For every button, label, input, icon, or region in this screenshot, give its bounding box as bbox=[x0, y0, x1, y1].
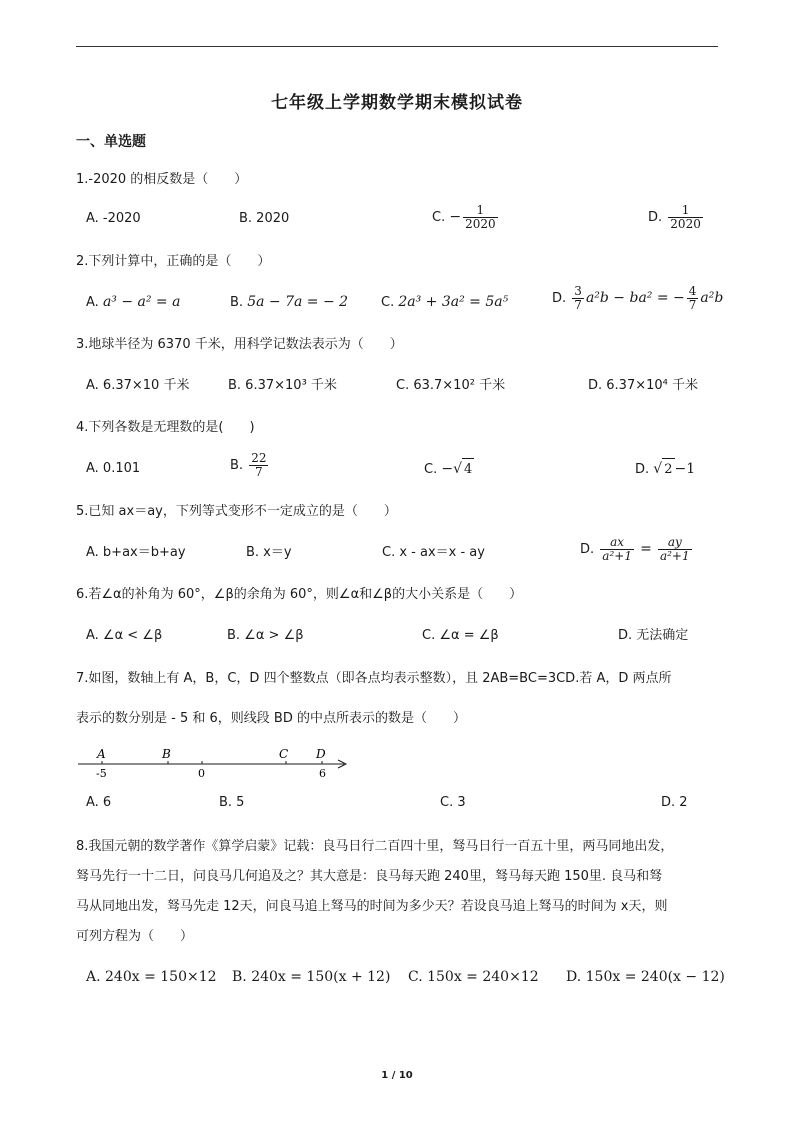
question-8-line-3: 马从同地出发，驽马先走 12天，问良马追上驽马的时间为多少天？若设良马追上驽马的时间为 x天，则 bbox=[76, 899, 668, 914]
point-label-b: B bbox=[162, 747, 171, 761]
option-d: D. 6.37×10⁴ 千米 bbox=[588, 378, 698, 393]
option-b: B. x＝y bbox=[246, 545, 292, 560]
option-a: A. 240x = 150×12 bbox=[86, 969, 217, 985]
option-a: A. -2020 bbox=[86, 211, 141, 226]
section-heading: 一、单选题 bbox=[76, 134, 146, 150]
question-8-options bbox=[86, 966, 725, 990]
fraction: $\frac{ay}{\text{a²+1}}$ bbox=[659, 535, 690, 563]
radicand: 4 bbox=[462, 458, 474, 481]
fraction: $\frac{3}{7}$ bbox=[574, 284, 582, 312]
option-a: A. ∠α < ∠β bbox=[86, 628, 163, 643]
question-8-line-2: 驽马先行一十二日，问良马几何追及之？其大意是：良马每天跑 240里，驽马每天跑 150里. 良马和驽 bbox=[76, 869, 663, 884]
number-line-figure bbox=[76, 744, 356, 782]
question-7-options bbox=[86, 792, 718, 816]
radicand: 2 bbox=[662, 458, 674, 481]
question-8-line-4: 可列方程为（ ） bbox=[76, 929, 194, 944]
option-b: B. 5a − 7a = − 2 bbox=[230, 294, 349, 310]
option-b: B. ∠α > ∠β bbox=[227, 628, 304, 643]
option-b: B. 5 bbox=[219, 795, 245, 810]
option-a: A. 6 bbox=[86, 795, 112, 810]
question-6-options bbox=[86, 625, 718, 649]
option-d: D. 无法确定 bbox=[618, 628, 689, 643]
option-a: A. 0.101 bbox=[86, 461, 141, 476]
question-5-options bbox=[86, 535, 718, 566]
question-3-stem: 3.地球半径为 6370 千米，用科学记数法表示为（ ） bbox=[76, 337, 403, 352]
option-b: B. 6.37×10³ 千米 bbox=[228, 378, 337, 393]
option-d: D. √ 2 −1 bbox=[635, 458, 695, 481]
option-a: A. 6.37×10 千米 bbox=[86, 378, 190, 393]
question-6-stem: 6.若∠α的补角为 60°，∠β的余角为 60°，则∠α和∠β的大小关系是（ ） bbox=[76, 587, 523, 602]
point-label-d: D bbox=[316, 747, 326, 761]
option-b: B. 2020 bbox=[239, 211, 290, 226]
page-title: 七年级上学期数学期末模拟试卷 bbox=[271, 93, 523, 113]
fraction: $\frac{22}{7}$ bbox=[251, 451, 267, 479]
question-2-stem: 2.下列计算中，正确的是（ ） bbox=[76, 254, 271, 269]
question-2-options bbox=[86, 284, 724, 315]
fraction: $\frac{4}{7}$ bbox=[688, 284, 697, 312]
option-a: A. a³ − a² = a bbox=[86, 294, 181, 310]
option-c: C. 150x = 240×12 bbox=[408, 969, 539, 985]
question-3-options bbox=[86, 375, 718, 399]
tick-label-6: 6 bbox=[319, 767, 326, 780]
option-d: D. $\frac{3}{7}$ a²b − ba² = − $\frac{4}{7}$ a²b bbox=[552, 284, 724, 312]
option-c: C. ∠α = ∠β bbox=[422, 628, 499, 643]
fraction: $\frac{1}{2020}$ bbox=[670, 203, 701, 231]
option-c: C. −√ 4 bbox=[424, 458, 474, 481]
question-4-stem: 4.下列各数是无理数的是( ) bbox=[76, 420, 255, 435]
option-d: D. 150x = 240(x − 12) bbox=[566, 969, 725, 985]
option-a: A. b+ax＝b+ay bbox=[86, 545, 186, 560]
question-8-line-1: 8.我国元朝的数学著作《算学启蒙》记载：良马日行二百四十里，驽马日行一百五十里，两马同地出发， bbox=[76, 839, 674, 854]
option-d: D. $\frac{ax}{\text{a²+1}}$ = $\frac{ay}{\text{a²+1}}$ bbox=[580, 535, 690, 563]
option-c: C. 63.7×10² 千米 bbox=[396, 378, 506, 393]
point-label-c: C bbox=[279, 747, 289, 761]
option-c: C. 3 bbox=[440, 795, 466, 810]
option-c: C. 2a³ + 3a² = 5a⁵ bbox=[381, 294, 509, 310]
tick-label-minus-5: -5 bbox=[96, 767, 107, 780]
tick-label-0: 0 bbox=[198, 767, 205, 780]
option-b: B. $\frac{22}{7}$ bbox=[230, 451, 267, 479]
option-d: D. 2 bbox=[661, 795, 688, 810]
question-5-stem: 5.已知 ax＝ay，下列等式变形不一定成立的是（ ） bbox=[76, 504, 397, 519]
option-d: D. $\frac{1}{2020}$ bbox=[648, 203, 701, 231]
question-4-options bbox=[86, 451, 718, 482]
option-b: B. 240x = 150(x + 12) bbox=[232, 969, 391, 985]
fraction: $\frac{ax}{\text{a²+1}}$ bbox=[602, 535, 632, 563]
question-1-options bbox=[86, 203, 718, 232]
question-7-stem-line-2: 表示的数分别是 - 5 和 6，则线段 BD 的中点所表示的数是（ ） bbox=[76, 711, 466, 726]
fraction: $\frac{1}{2020}$ bbox=[465, 203, 496, 231]
page-number: 1 / 10 bbox=[381, 1070, 413, 1081]
point-label-a: A bbox=[97, 747, 106, 761]
question-7-stem-line-1: 7.如图，数轴上有 A，B，C，D 四个整数点（即各点均表示整数），且 2AB=BC=3CD.若 A，D 两点所 bbox=[76, 671, 672, 686]
option-c: C. − $\frac{1}{2020}$ bbox=[432, 203, 496, 231]
question-1-stem: 1.-2020 的相反数是（ ） bbox=[76, 172, 248, 187]
question-8-stem bbox=[76, 832, 718, 952]
option-c: C. x - ax＝x - ay bbox=[382, 545, 485, 560]
header-rule bbox=[76, 46, 718, 47]
